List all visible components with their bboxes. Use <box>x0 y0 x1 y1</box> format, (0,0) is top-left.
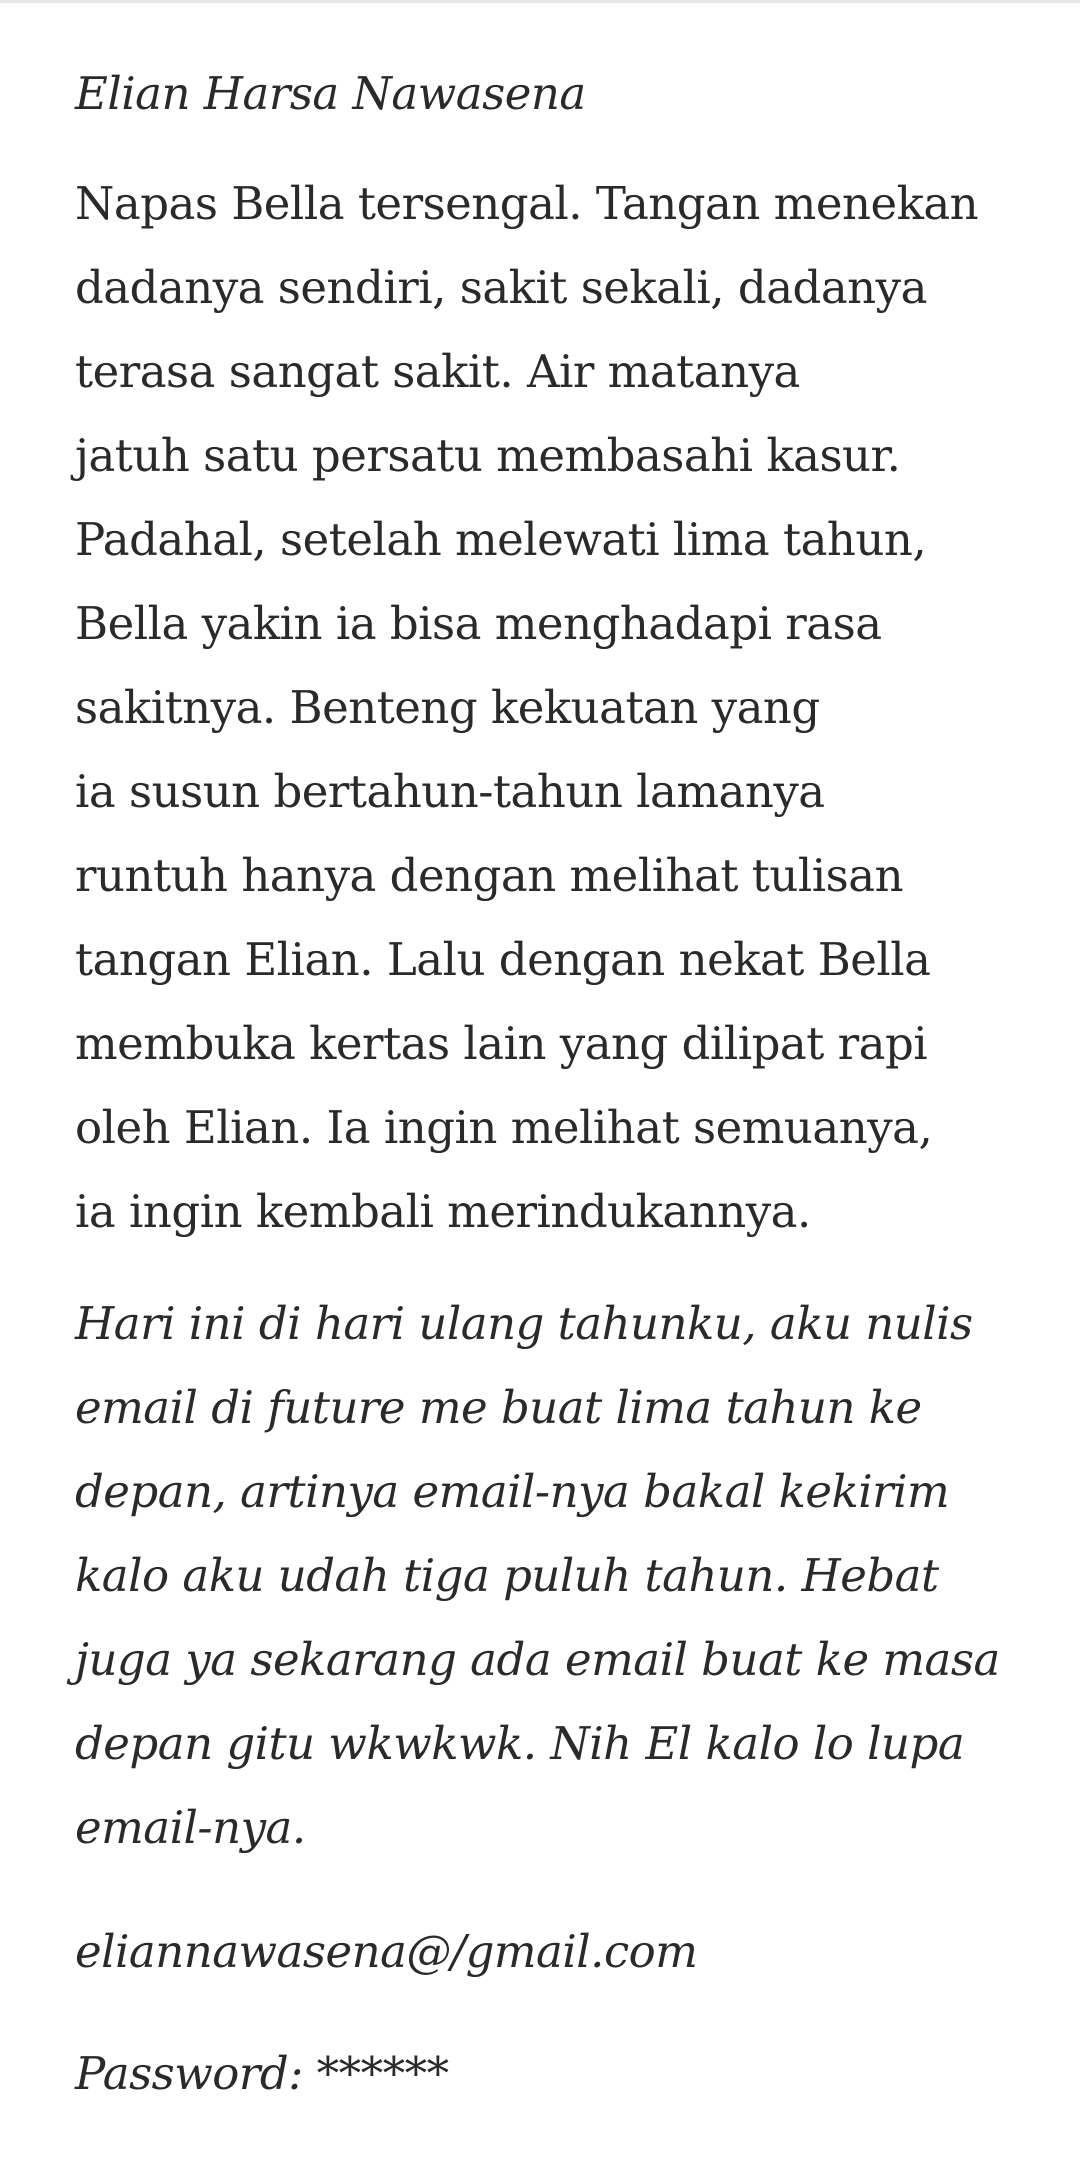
story-line: Bella yakin ia bisa menghadapi rasa <box>75 597 882 650</box>
letter-line: juga ya sekarang ada email buat ke masa <box>75 1633 1000 1686</box>
story-line: runtuh hanya dengan melihat tulisan <box>75 849 904 902</box>
story-paragraph <box>75 162 1035 1254</box>
story-line: membuka kertas lain yang dilipat rapi <box>75 1017 928 1070</box>
story-line: terasa sangat sakit. Air matanya <box>75 345 800 398</box>
letter-line: depan gitu wkwkwk. Nih El kalo lo lupa <box>75 1717 965 1770</box>
letter-line: kalo aku udah tiga puluh tahun. Hebat <box>75 1549 939 1602</box>
story-line: dadanya sendiri, sakit sekali, dadanya <box>75 261 927 314</box>
letter-line: email di future me buat lima tahun ke <box>75 1381 922 1434</box>
top-divider <box>0 0 1080 3</box>
letter-line: Hari ini di hari ulang tahunku, aku nulis <box>75 1297 973 1350</box>
story-line: Napas Bella tersengal. Tangan menekan <box>75 177 979 230</box>
author-name: Elian Harsa Nawasena <box>75 67 586 120</box>
letter-line: email-nya. <box>75 1801 306 1854</box>
email-paragraph <box>75 1910 1035 1994</box>
story-line: ia susun bertahun-tahun lamanya <box>75 765 825 818</box>
story-line: tangan Elian. Lalu dengan nekat Bella <box>75 933 931 986</box>
letter-paragraph <box>75 1282 1035 1870</box>
story-line: sakitnya. Benteng kekuatan yang <box>75 681 820 734</box>
letter-line: depan, artinya email-nya bakal kekirim <box>75 1465 950 1518</box>
story-line: ia ingin kembali merindukannya. <box>75 1185 811 1238</box>
password-text: Password: ****** <box>75 2047 449 2100</box>
story-line: Padahal, setelah melewati lima tahun, <box>75 513 927 566</box>
story-line: jatuh satu persatu membasahi kasur. <box>75 429 901 482</box>
author-paragraph <box>75 52 1035 136</box>
email-address: eliannawasena@/gmail.com <box>75 1925 698 1978</box>
chapter-text <box>75 52 1035 2116</box>
story-line: oleh Elian. Ia ingin melihat semuanya, <box>75 1101 933 1154</box>
password-paragraph <box>75 2032 1035 2116</box>
